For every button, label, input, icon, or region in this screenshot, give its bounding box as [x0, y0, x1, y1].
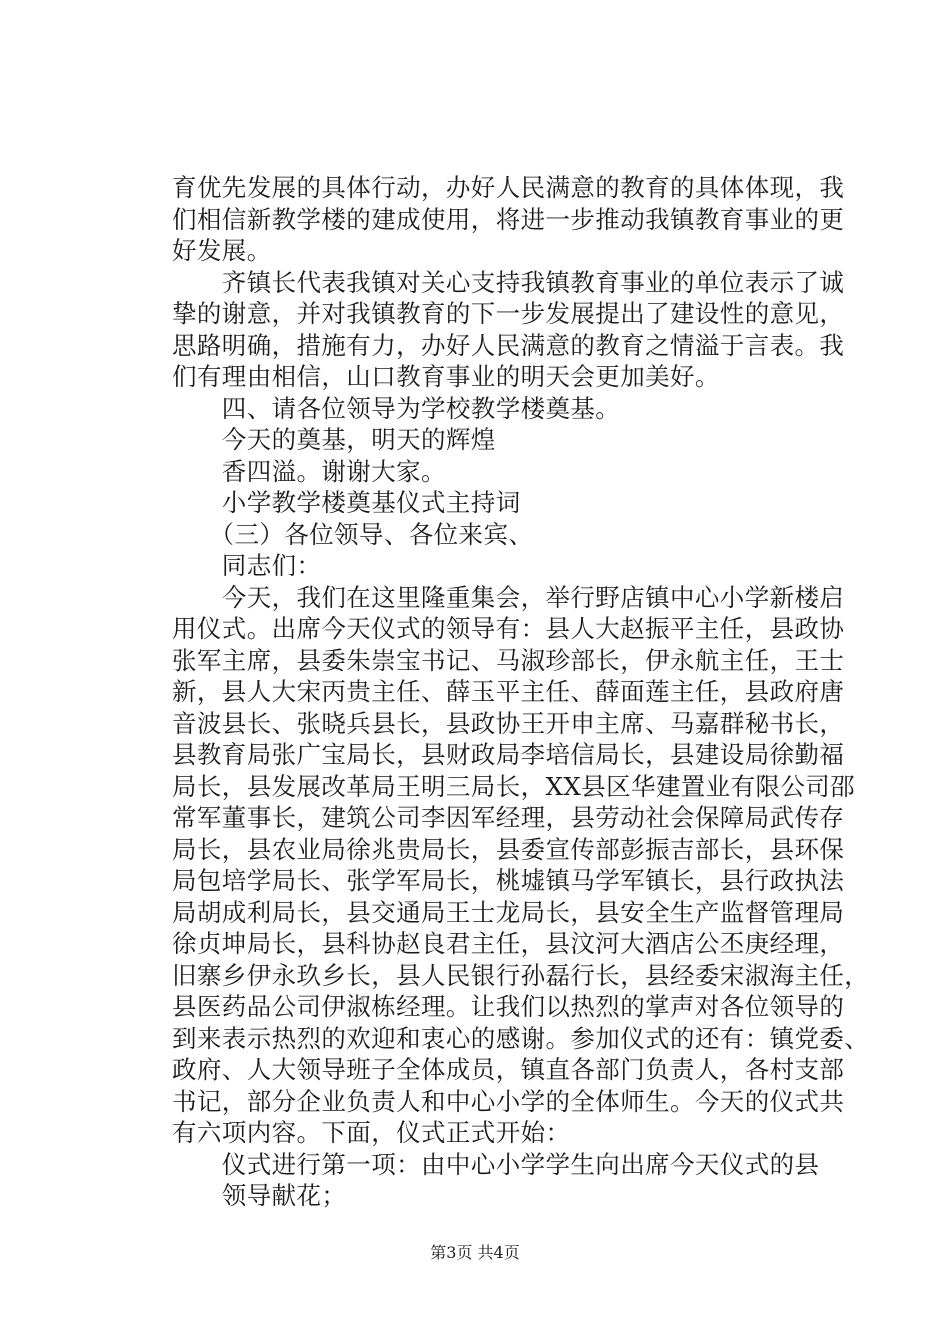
text-line: 挚的谢意，并对我镇教育的下一步发展提出了建设性的意见，	[172, 299, 845, 328]
text-line: 用仪式。出席今天仪式的领导有：县人大赵振平主任，县政协	[172, 614, 845, 643]
text-line: 仪式进行第一项：由中心小学学生向出席今天仪式的县	[172, 1149, 820, 1179]
text-line: 音波县长、张晓兵县长，县政协王开申主席、马嘉群秘书长，	[172, 708, 845, 738]
page-number-text: 第3页 共4页	[430, 1243, 520, 1262]
text-line: 们相信新教学楼的建成使用，将进一步推动我镇教育事业的更	[172, 204, 845, 234]
text-line: 徐贞坤局长，县科协赵良君主任，县汶河大酒店公丕庚经理，	[172, 929, 845, 958]
text-line: 政府、人大领导班子全体成员，镇直各部门负责人，各村支部	[172, 1055, 845, 1084]
text-line: 有六项内容。下面，仪式正式开始：	[172, 1118, 571, 1147]
text-line: 齐镇长代表我镇对关心支持我镇教育事业的单位表示了诚	[172, 267, 845, 297]
text-line: 们有理由相信，山口教育事业的明天会更加美好。	[172, 362, 720, 391]
text-line: 旧寨乡伊永玖乡长，县人民银行孙磊行长，县经委宋淑海主任，	[172, 960, 870, 990]
text-line: 小学教学楼奠基仪式主持词	[172, 488, 521, 517]
text-line: 四、请各位领导为学校教学楼奠基。	[172, 393, 621, 423]
text-line: 书记，部分企业负责人和中心小学的全体师生。今天的仪式共	[172, 1086, 845, 1116]
text-line: 同志们：	[172, 551, 322, 580]
text-line: 到来表示热烈的欢迎和衷心的感谢。参加仪式的还有：镇党委、	[172, 1023, 870, 1053]
text-line: 县教育局张广宝局长，县财政局李培信局长，县建设局徐勤福	[172, 740, 845, 769]
text-line: 局长，县发展改革局王明三局长，XX县区华建置业有限公司邵	[172, 771, 856, 801]
text-line: 领导献花；	[172, 1181, 347, 1210]
text-line: 育优先发展的具体行动，办好人民满意的教育的具体体现，我	[172, 173, 845, 202]
text-line: 今天的奠基，明天的辉煌	[172, 425, 496, 454]
page-footer	[0, 1243, 950, 1263]
text-line: 新，县人大宋丙贵主任、薛玉平主任、薛面莲主任，县政府唐	[172, 677, 845, 706]
text-line: 好发展。	[172, 236, 272, 265]
text-line: 局包培学局长、张学军局长，桃墟镇马学军镇长，县行政执法	[172, 866, 845, 895]
text-line: 局长，县农业局徐兆贵局长，县委宣传部彭振吉部长，县环保	[172, 834, 845, 864]
text-line: 张军主席，县委朱崇宝书记、马淑珍部长，伊永航主任，王士	[172, 645, 845, 675]
text-line: （三）各位领导、各位来宾、	[172, 519, 534, 549]
text-line: 今天，我们在这里隆重集会，举行野店镇中心小学新楼启	[172, 582, 845, 612]
text-line: 思路明确，措施有力，办好人民满意的教育之情溢于言表。我	[172, 330, 845, 360]
text-line: 局胡成利局长，县交通局王士龙局长，县安全生产监督管理局	[172, 897, 845, 927]
text-line: 县医药品公司伊淑栋经理。让我们以热烈的掌声对各位领导的	[172, 992, 845, 1021]
text-line: 香四溢。谢谢大家。	[172, 456, 446, 486]
body-text	[172, 172, 870, 1212]
text-line: 常军董事长，建筑公司李因军经理，县劳动社会保障局武传存	[172, 803, 845, 832]
